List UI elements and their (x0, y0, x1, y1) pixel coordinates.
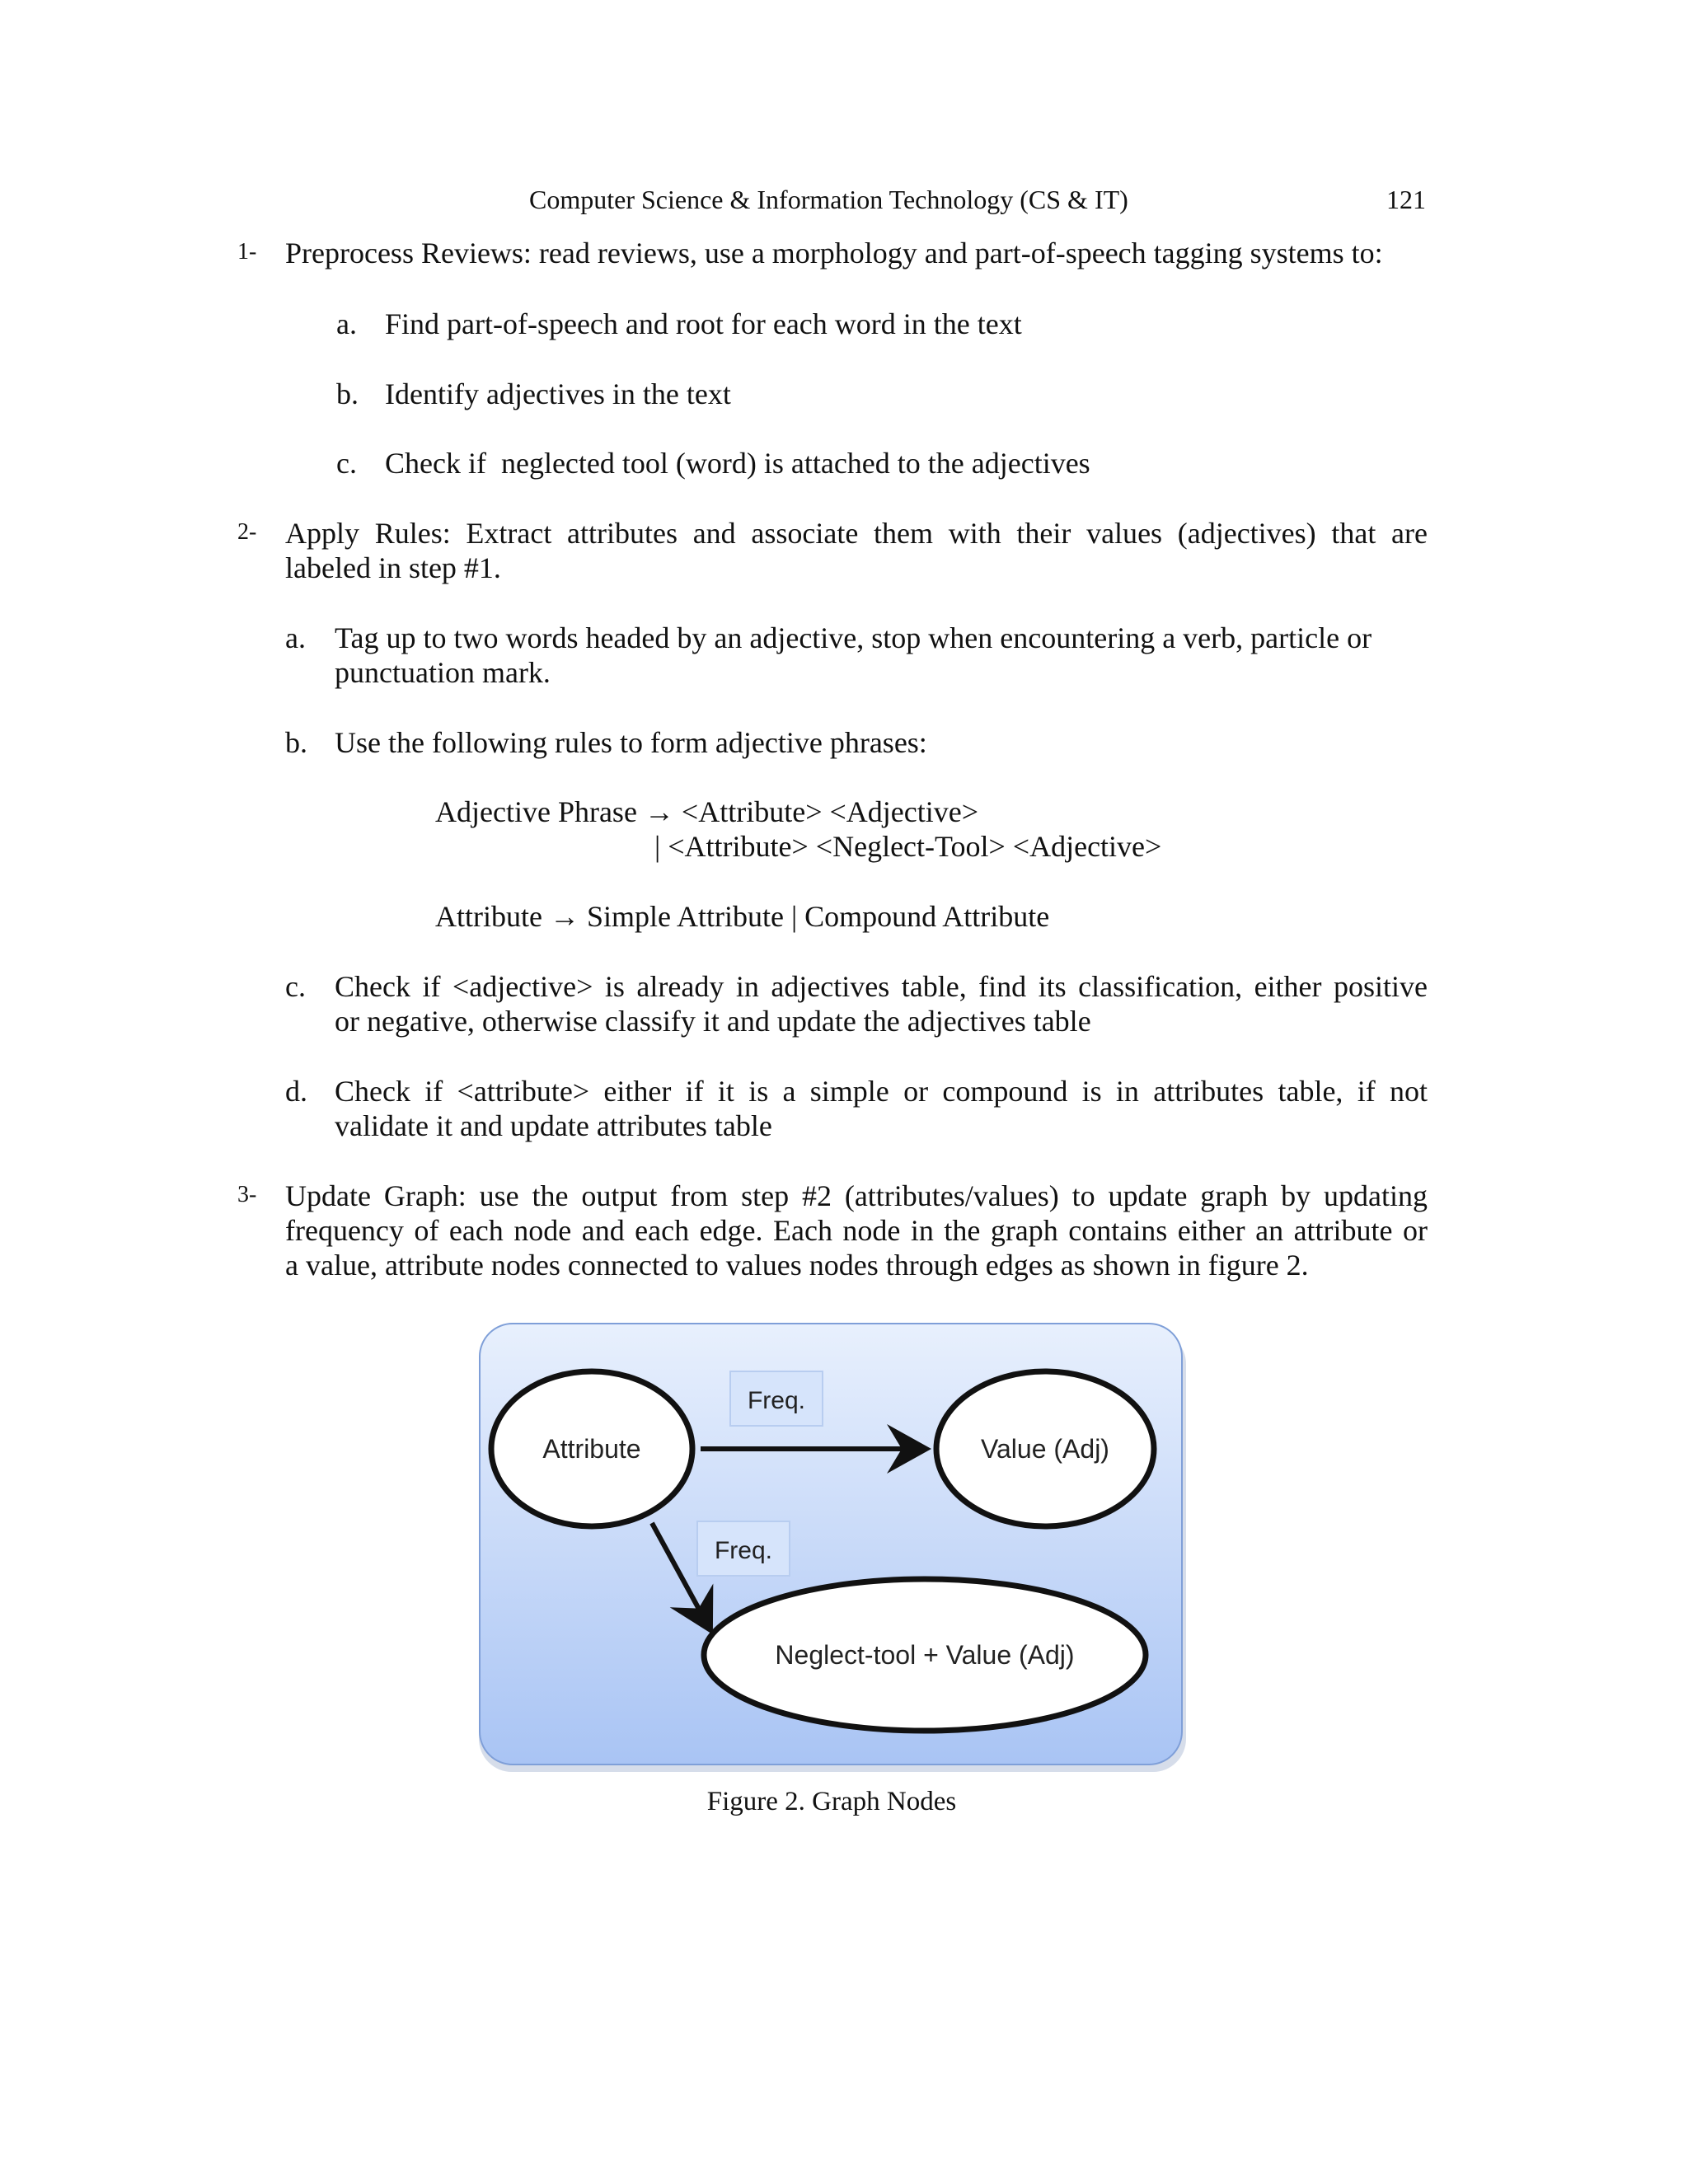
substep-text-2d-line1: Check if <attribute> either if it is a simple or compound is in attributes table, if not (335, 1075, 1428, 1108)
edge-label-bottom (697, 1521, 790, 1576)
substep-text-1a: Find part-of-speech and root for each word in the text (385, 307, 1022, 340)
substep-marker-2b: b. (285, 726, 307, 759)
edge-label-top (730, 1371, 823, 1426)
substep-marker-1c: c. (336, 447, 357, 480)
figure-caption: Figure 2. Graph Nodes (706, 1787, 957, 1816)
step-number-2: 2- (237, 519, 257, 545)
rule-adjective-phrase-line2: | <Attribute> <Neglect-Tool> <Adjective> (654, 830, 1162, 863)
page-number: 121 (1386, 185, 1426, 214)
step-number-3: 3- (237, 1182, 257, 1207)
step-text-2-line2: labeled in step #1. (285, 551, 501, 584)
substep-marker-1b: b. (336, 377, 359, 410)
step-number-1: 1- (237, 239, 257, 265)
substep-marker-2c: c. (285, 970, 306, 1003)
node-neglect-tool-value (704, 1579, 1146, 1731)
node-value (936, 1371, 1154, 1526)
substep-text-2b: Use the following rules to form adjective phrases: (335, 726, 927, 759)
substep-marker-2a: a. (285, 621, 306, 654)
substep-text-1b: Identify adjectives in the text (385, 377, 731, 410)
edge-label-text-top: Freq. (747, 1387, 806, 1414)
substep-marker-1a: a. (336, 307, 357, 340)
step-text-3-line1: Update Graph: use the output from step #2 (attributes/values) to update graph by updating (285, 1179, 1428, 1212)
step-text-2-line1: Apply Rules: Extract attributes and associate them with their values (adjectives) that are (285, 517, 1428, 550)
substep-marker-2d: d. (285, 1075, 307, 1108)
step-text-3-line3: a value, attribute nodes connected to values nodes through edges as shown in figure 2. (285, 1249, 1309, 1282)
running-title: Computer Science & Information Technology (CS & IT) (529, 185, 1128, 214)
rule-attribute: Attribute → Simple Attribute | Compound Attribute (435, 900, 1050, 933)
substep-text-2c-line2: or negative, otherwise classify it and update the adjectives table (335, 1005, 1091, 1038)
node-attribute-label: Attribute (542, 1434, 641, 1464)
substep-text-2a-line2: punctuation mark. (335, 656, 551, 689)
step-text-1: Preprocess Reviews: read reviews, use a morphology and part-of-speech tagging systems to: (285, 237, 1383, 269)
graph-nodes-figure (475, 1319, 1192, 1780)
node-attribute (491, 1371, 692, 1526)
node-neglect-tool-value-label: Neglect-tool + Value (Adj) (775, 1640, 1075, 1670)
step-text-3-line2: frequency of each node and each edge. Each node in the graph contains either an attribute or (285, 1214, 1428, 1247)
substep-text-2a-line1: Tag up to two words headed by an adjective, stop when encountering a verb, particle or (335, 621, 1372, 654)
substep-text-2d-line2: validate it and update attributes table (335, 1109, 772, 1142)
rule-adjective-phrase-line1: Adjective Phrase → <Attribute> <Adjective> (435, 795, 979, 828)
substep-text-2c-line1: Check if <adjective> is already in adjectives table, find its classification, either positive (335, 970, 1428, 1003)
edge-label-text-bottom: Freq. (714, 1537, 773, 1564)
node-value-label: Value (Adj) (981, 1434, 1109, 1464)
substep-text-1c: Check if neglected tool (word) is attached to the adjectives (385, 447, 1090, 480)
